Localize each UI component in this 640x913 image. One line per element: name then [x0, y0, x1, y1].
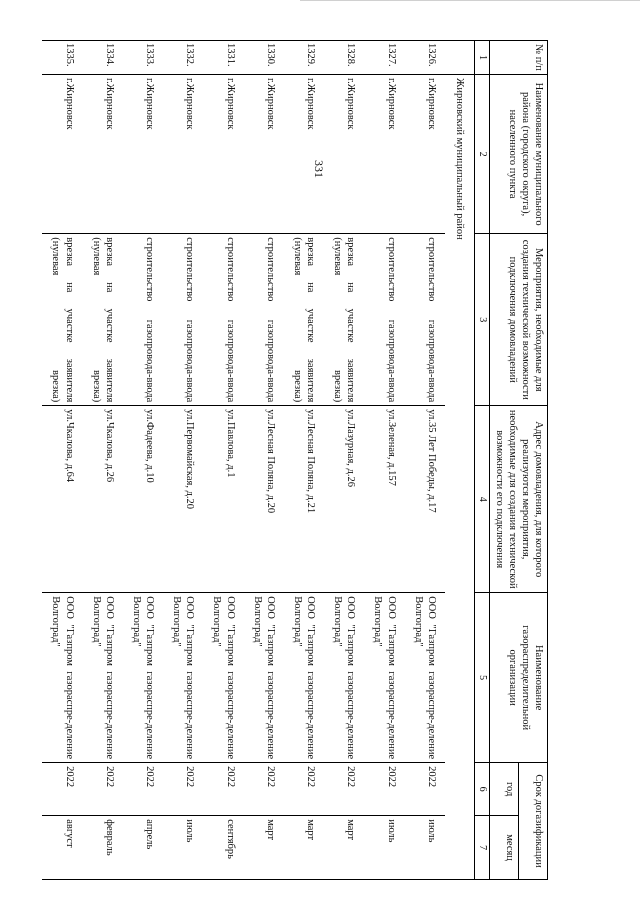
year-cell: 2022: [163, 763, 203, 816]
year-cell: 2022: [324, 763, 364, 816]
row-number: 1327.: [364, 41, 404, 75]
address-cell: ул.Фадеева, д.10: [123, 406, 163, 593]
locality-cell: г.Жирновск: [284, 74, 324, 233]
address-cell: ул.35 Лет Победы, д.17: [405, 406, 445, 593]
organization-cell: ООО "Газпром газораспре-деление Волгоград": [284, 593, 324, 763]
year-cell: 2022: [42, 763, 82, 816]
header-address: Адрес домовладения, для которого реализуются мероприятия, необходимые для создания технической возможности его подключения: [490, 406, 548, 593]
year-cell: 2022: [123, 763, 163, 816]
column-number: 5: [475, 593, 491, 763]
address-cell: ул.Зеленая, д.157: [364, 406, 404, 593]
measure-cell: строительство газопровода-ввода: [163, 234, 203, 406]
year-cell: 2022: [284, 763, 324, 816]
locality-cell: г.Жирновск: [42, 74, 82, 233]
month-cell: март: [284, 816, 324, 880]
address-cell: ул.Лазурная, д.26: [324, 406, 364, 593]
table-row: [123, 41, 163, 880]
row-number: 1329.: [284, 41, 324, 75]
organization-cell: ООО "Газпром газораспре-деление Волгоград": [364, 593, 404, 763]
header-organization: Наименование газораспределительной организации: [490, 593, 548, 763]
header-district: Наименование муниципального района (городского округа), населенного пункта: [490, 74, 548, 233]
locality-cell: г.Жирновск: [364, 74, 404, 233]
measure-cell: строительство газопровода-ввода: [123, 234, 163, 406]
year-cell: 2022: [83, 763, 123, 816]
address-cell: ул.Первомайская, д.20: [163, 406, 203, 593]
month-cell: апрель: [123, 816, 163, 880]
table-row: [163, 41, 203, 880]
measure-cell: строительство газопровода-ввода: [244, 234, 284, 406]
table-row: [364, 41, 404, 880]
row-number: 1332.: [163, 41, 203, 75]
organization-cell: ООО "Газпром газораспре-деление Волгоград": [123, 593, 163, 763]
column-number: 6: [475, 763, 491, 816]
month-cell: август: [42, 816, 82, 880]
table-row: [324, 41, 364, 880]
locality-cell: г.Жирновск: [123, 74, 163, 233]
locality-cell: г.Жирновск: [163, 74, 203, 233]
month-cell: март: [324, 816, 364, 880]
column-number: 4: [475, 406, 491, 593]
column-number: 7: [475, 816, 491, 880]
measure-cell: врезка на участке заявителя (нулевая врезка): [83, 234, 123, 406]
rotated-table-frame: [50, 40, 548, 880]
region-name: Жирновский муниципальный район: [445, 74, 475, 879]
address-cell: ул.Чкалова, д.64: [42, 406, 82, 593]
header-month: месяц: [490, 816, 519, 880]
row-number: 1334.: [83, 41, 123, 75]
organization-cell: ООО "Газпром газораспре-деление Волгоград": [405, 593, 445, 763]
measure-cell: врезка на участке заявителя (нулевая врезка): [324, 234, 364, 406]
row-number: 1328.: [324, 41, 364, 75]
organization-cell: ООО "Газпром газораспре-деление Волгоград": [83, 593, 123, 763]
measure-cell: строительство газопровода-ввода: [405, 234, 445, 406]
table-row: [42, 41, 82, 880]
locality-cell: г.Жирновск: [203, 74, 243, 233]
row-number: 1335.: [42, 41, 82, 75]
table-row: [203, 41, 243, 880]
year-cell: 2022: [364, 763, 404, 816]
year-cell: 2022: [203, 763, 243, 816]
locality-cell: г.Жирновск: [405, 74, 445, 233]
header-measures: Мероприятия, необходимые для создания технической возможности подключения домовладений: [490, 234, 548, 406]
organization-cell: ООО "Газпром газораспре-деление Волгоград": [42, 593, 82, 763]
scan-edge: [300, 0, 640, 1]
month-cell: июль: [364, 816, 404, 880]
address-cell: ул.Чкалова, д.26: [83, 406, 123, 593]
column-number: 1: [475, 41, 491, 75]
month-cell: июль: [405, 816, 445, 880]
table-row: [83, 41, 123, 880]
row-number: 1331.: [203, 41, 243, 75]
column-number: 2: [475, 74, 491, 233]
month-cell: июль: [163, 816, 203, 880]
measure-cell: строительство газопровода-ввода: [203, 234, 243, 406]
locality-cell: г.Жирновск: [324, 74, 364, 233]
month-cell: сентябрь: [203, 816, 243, 880]
row-number: 1333.: [123, 41, 163, 75]
column-number: 3: [475, 234, 491, 406]
header-year: год: [490, 763, 519, 816]
address-cell: ул.Лесная Поляна, д.20: [244, 406, 284, 593]
table-row: [405, 41, 445, 880]
year-cell: 2022: [244, 763, 284, 816]
header-num: № п/п: [490, 41, 548, 75]
month-cell: февраль: [83, 816, 123, 880]
row-number: 1330.: [244, 41, 284, 75]
row-number: 1326.: [405, 41, 445, 75]
address-cell: ул.Лесная Поляна, д.21: [284, 406, 324, 593]
month-cell: март: [244, 816, 284, 880]
year-cell: 2022: [405, 763, 445, 816]
header-deadline: Срок догазификации: [519, 763, 548, 880]
table-row: [244, 41, 284, 880]
measure-cell: врезка на участке заявителя (нулевая врезка): [42, 234, 82, 406]
table-row: [284, 41, 324, 880]
locality-cell: г.Жирновск: [244, 74, 284, 233]
locality-cell: г.Жирновск: [83, 74, 123, 233]
organization-cell: ООО "Газпром газораспре-деление Волгоград": [244, 593, 284, 763]
measure-cell: строительство газопровода-ввода: [364, 234, 404, 406]
organization-cell: ООО "Газпром газораспре-деление Волгоград": [163, 593, 203, 763]
organization-cell: ООО "Газпром газораспре-деление Волгоград": [203, 593, 243, 763]
address-cell: ул.Павлова, д.1: [203, 406, 243, 593]
organization-cell: ООО "Газпром газораспре-деление Волгоград": [324, 593, 364, 763]
gasification-table: [42, 40, 548, 880]
measure-cell: врезка на участке заявителя (нулевая врезка): [284, 234, 324, 406]
